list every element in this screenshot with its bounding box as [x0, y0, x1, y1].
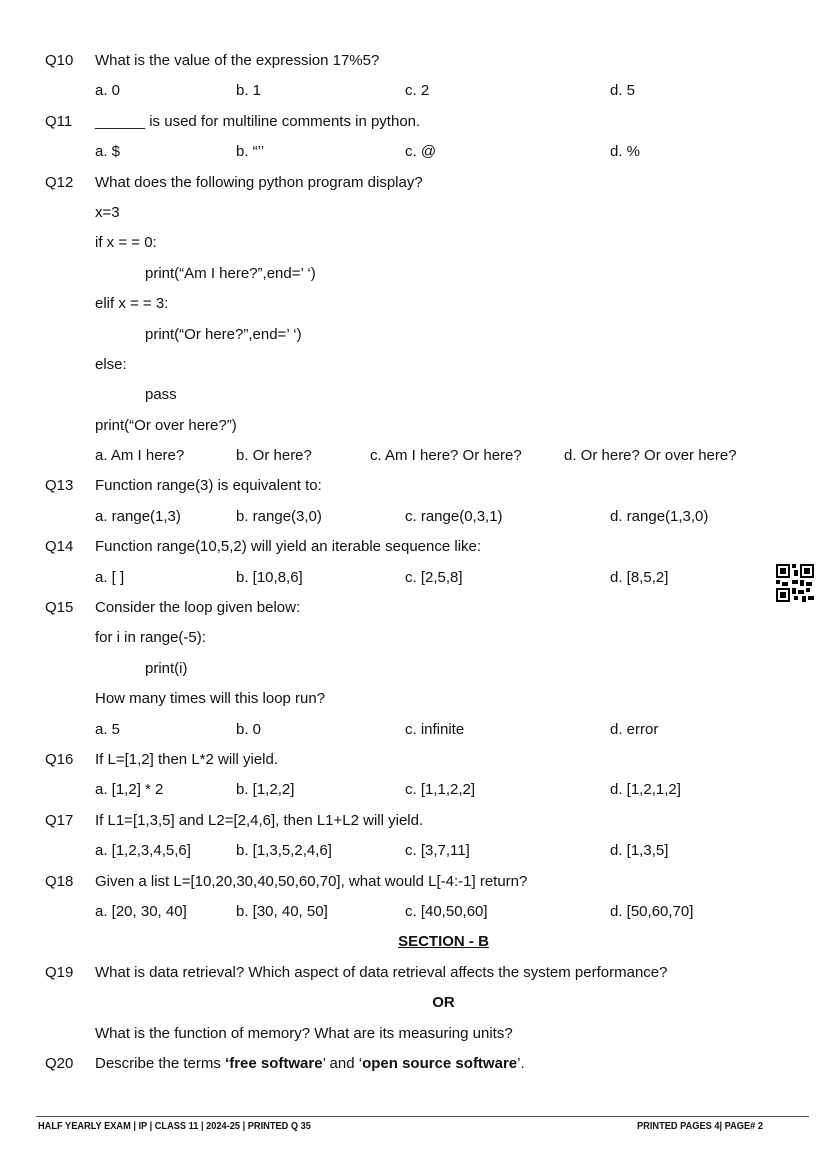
answer-option: c. [1,1,2,2] [405, 781, 476, 799]
question-row [0, 593, 827, 623]
answer-option: d. 5 [610, 82, 636, 100]
answer-option: d. [8,5,2] [610, 568, 669, 586]
options-row [0, 137, 827, 167]
question-number: Q12 [45, 173, 74, 191]
question-number: Q11 [45, 112, 73, 130]
text-segment: What does the following python program display? [95, 173, 423, 191]
question-row [0, 867, 827, 897]
question-row [0, 471, 827, 501]
answer-option: c. [2,5,8] [405, 568, 463, 586]
answer-option: b. Or here? [236, 447, 312, 465]
text-row [0, 927, 827, 957]
question-text [95, 46, 379, 76]
code-line: print(“Or over here?”) [95, 416, 237, 434]
answer-option: c. [40,50,60] [405, 902, 488, 920]
answer-option: b. [1,2,2] [236, 781, 295, 799]
code-line: How many times will this loop run? [95, 690, 326, 708]
options-row [0, 775, 827, 805]
text-segment: ’. [517, 1054, 525, 1072]
text-segment: ______ is used for multiline comments in python. [95, 112, 421, 130]
question-text [95, 745, 278, 775]
code-line: What is the function of memory? What are its measuring units? [95, 1024, 513, 1042]
question-number: Q15 [45, 599, 74, 617]
question-text [95, 958, 667, 988]
text-row [0, 380, 827, 410]
text-segment: Given a list L=[10,20,30,40,50,60,70], what would L[-4:-1] return? [95, 872, 528, 890]
question-number: Q19 [45, 963, 74, 981]
text-segment: Describe the terms [95, 1054, 226, 1072]
footer-page-info: PRINTED PAGES 4| PAGE# 2 [637, 1120, 763, 1132]
text-row [0, 228, 827, 258]
answer-option: a. Am I here? [95, 447, 185, 465]
answer-option: d. Or here? Or over here? [564, 447, 737, 465]
question-text [95, 1049, 525, 1079]
text-row [0, 411, 827, 441]
bold-term: open source software [362, 1054, 518, 1072]
text-segment: What is the value of the expression 17%5? [95, 52, 380, 69]
footer-exam-info: HALF YEARLY EXAM | IP | CLASS 11 | 2024-25 | PRINTED Q 35 [38, 1120, 311, 1132]
options-row [0, 76, 827, 106]
footer-divider [36, 1116, 809, 1117]
question-text [95, 107, 420, 137]
question-number: Q17 [45, 811, 74, 829]
question-number: Q16 [45, 750, 74, 768]
section-heading: SECTION - B [398, 933, 489, 951]
bold-term: ‘free software [225, 1054, 323, 1072]
code-line: if x = = 0: [95, 234, 157, 252]
text-segment: Function range(3) is equivalent to: [95, 477, 322, 495]
text-row [0, 289, 827, 319]
question-text [95, 867, 527, 897]
qr-code-icon [776, 564, 814, 602]
answer-option: b. range(3,0) [236, 507, 322, 525]
text-row [0, 1019, 827, 1049]
answer-option: d. [1,2,1,2] [610, 781, 681, 799]
code-line: print(“Am I here?”,end=’ ‘) [145, 264, 316, 282]
question-row [0, 46, 827, 76]
or-separator: OR [432, 994, 455, 1012]
text-row [0, 320, 827, 350]
answer-option: d. [1,3,5] [610, 842, 669, 860]
question-text [95, 168, 423, 198]
answer-option: a. [ ] [95, 568, 125, 586]
code-line: elif x = = 3: [95, 295, 169, 313]
text-segment: If L=[1,2] then L*2 will yield. [95, 750, 279, 768]
answer-option: d. error [610, 720, 659, 738]
question-text [95, 806, 423, 836]
question-row [0, 958, 827, 988]
text-segment: Function range(10,5,2) will yield an iterable sequence like: [95, 538, 482, 556]
answer-option: c. 2 [405, 82, 430, 100]
text-row [0, 259, 827, 289]
answer-option: b. “’’ [236, 143, 265, 161]
answer-option: c. [3,7,11] [405, 842, 470, 860]
answer-option: b. [10,8,6] [236, 568, 303, 586]
answer-option: a. [1,2] * 2 [95, 781, 164, 799]
options-row [0, 897, 827, 927]
text-row [0, 988, 827, 1018]
question-row [0, 532, 827, 562]
answer-option: a. range(1,3) [95, 507, 181, 525]
text-segment: What is data retrieval? Which aspect of data retrieval affects the system performance? [95, 963, 668, 981]
code-line: x=3 [95, 203, 120, 221]
options-row [0, 441, 827, 471]
answer-option: b. 1 [236, 82, 262, 100]
text-segment: If L1=[1,3,5] and L2=[2,4,6], then L1+L2 will yield. [95, 811, 424, 829]
text-segment: ’ and ‘ [322, 1054, 363, 1072]
question-number: Q13 [45, 477, 74, 495]
code-line: print(i) [145, 659, 188, 677]
answer-option: a. $ [95, 143, 121, 161]
text-row [0, 350, 827, 380]
answer-option: b. [1,3,5,2,4,6] [236, 842, 332, 860]
answer-option: a. 5 [95, 720, 121, 738]
options-row [0, 836, 827, 866]
answer-option: c. range(0,3,1) [405, 507, 503, 525]
question-text [95, 471, 322, 501]
answer-option: d. [50,60,70] [610, 902, 694, 920]
answer-option: c. @ [405, 143, 437, 161]
question-list [0, 46, 827, 1079]
answer-option: d. range(1,3,0) [610, 507, 709, 525]
code-line: for i in range(-5): [95, 629, 206, 647]
question-row [0, 745, 827, 775]
answer-option: d. % [610, 143, 641, 161]
text-row [0, 198, 827, 228]
answer-option: a. 0 [95, 82, 121, 100]
text-row [0, 654, 827, 684]
options-row [0, 715, 827, 745]
question-row [0, 107, 827, 137]
question-row [0, 168, 827, 198]
code-line: else: [95, 355, 127, 373]
text-row [0, 684, 827, 714]
options-row [0, 563, 827, 593]
answer-option: a. [20, 30, 40] [95, 902, 187, 920]
options-row [0, 502, 827, 532]
code-line: pass [145, 386, 177, 404]
question-number: Q20 [45, 1054, 74, 1072]
question-text [95, 593, 300, 623]
question-row [0, 1049, 827, 1079]
code-line: print(“Or here?”,end=’ ‘) [145, 325, 302, 343]
question-number: Q14 [45, 538, 74, 556]
text-segment: Consider the loop given below: [95, 599, 301, 617]
question-number: Q10 [45, 52, 74, 69]
question-row [0, 806, 827, 836]
answer-option: b. [30, 40, 50] [236, 902, 328, 920]
question-number: Q18 [45, 872, 74, 890]
question-text [95, 532, 481, 562]
answer-option: c. infinite [405, 720, 465, 738]
text-row [0, 623, 827, 653]
answer-option: b. 0 [236, 720, 262, 738]
answer-option: a. [1,2,3,4,5,6] [95, 842, 191, 860]
answer-option: c. Am I here? Or here? [370, 447, 522, 465]
